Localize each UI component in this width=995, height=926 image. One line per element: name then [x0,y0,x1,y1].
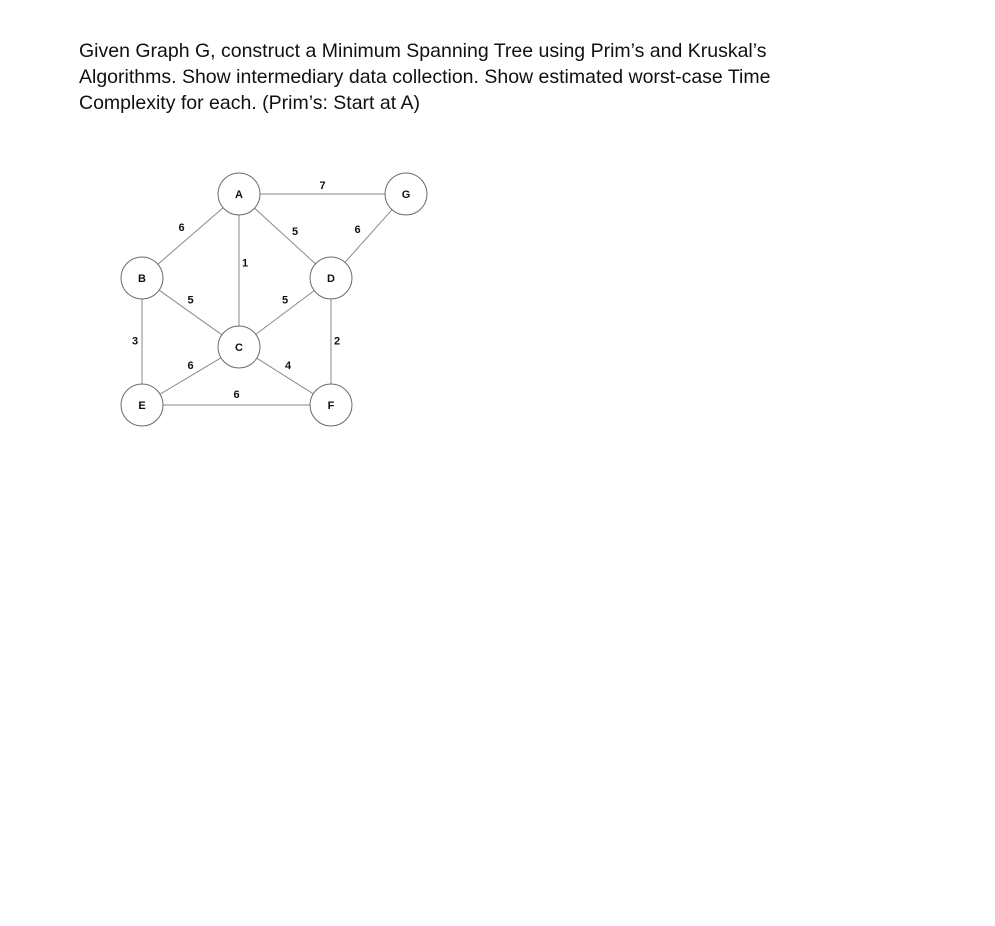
node-label-g: G [401,189,411,201]
problem-statement-line-3: Complexity for each. (Prim’s: Start at A) [79,92,420,114]
node-d [310,257,352,299]
edge-weight-g-d: 6 [354,224,361,236]
edge-weight-e-f: 6 [233,389,240,401]
node-label-e: E [138,400,146,412]
node-g [385,173,427,215]
problem-statement-line-1: Given Graph G, construct a Minimum Spanning Tree using Prim’s and Kruskal’s [79,40,767,62]
edge-weight-c-e: 6 [187,360,194,372]
edge-weight-c-f: 4 [284,360,292,372]
node-label-a: A [235,189,243,201]
node-label-c: C [235,342,243,354]
node-e [121,384,163,426]
node-b [121,257,163,299]
node-layer [121,173,427,426]
node-f [310,384,352,426]
edge-weight-a-c: 1 [241,257,249,270]
edge-weight-a-d: 5 [291,226,299,238]
edge-weight-b-c: 5 [187,294,194,307]
node-label-d: D [327,273,335,285]
edge-weight-d-c: 5 [281,294,289,307]
edge-a-b [158,208,223,265]
node-a [218,173,260,215]
edge-weight-a-g: 7 [319,180,326,192]
edge-weight-b-e: 3 [131,335,139,348]
problem-statement-line-2: Algorithms. Show intermediary data collection. Show estimated worst-case Time [79,66,771,88]
edge-g-d [345,210,392,263]
node-label-f: F [327,400,335,412]
node-label-b: B [138,273,146,285]
edge-weight-d-f: 2 [333,335,341,348]
edge-a-d [255,208,316,264]
node-c [218,326,260,368]
edge-weight-a-b: 6 [178,222,185,234]
